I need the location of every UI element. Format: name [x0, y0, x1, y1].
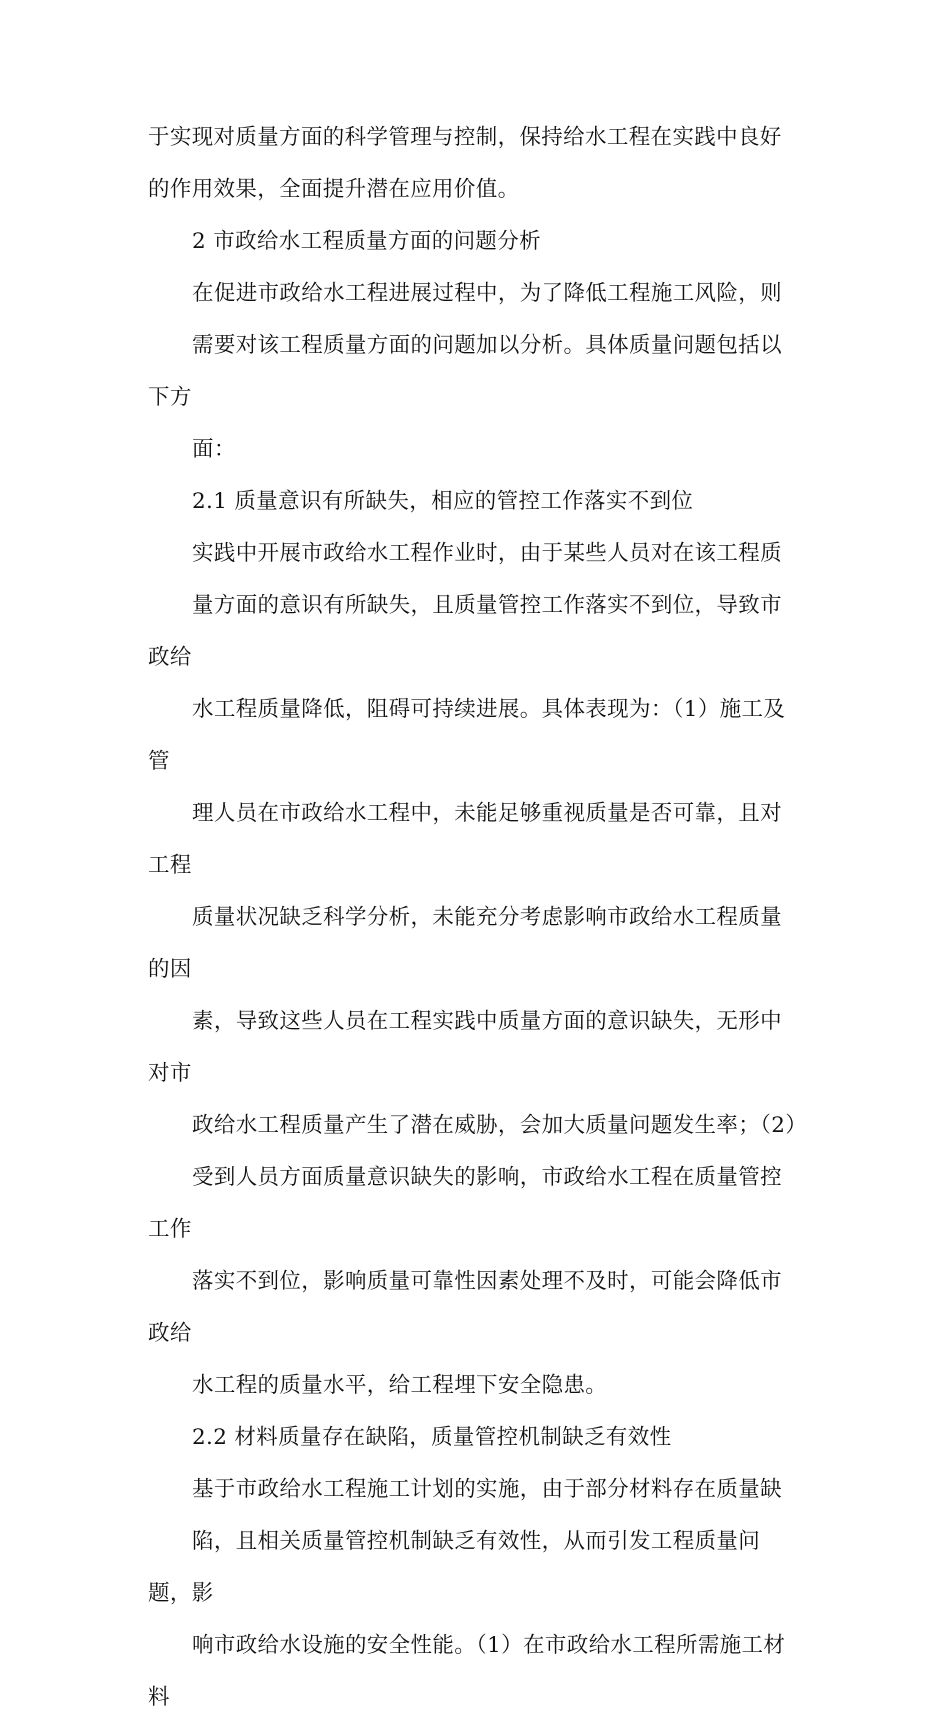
paragraph-continuation	[148, 112, 803, 216]
text-line: 的作用效果，全面提升潜在应用价值。	[148, 177, 520, 202]
text-line: 质量状况缺乏科学分析，未能充分考虑影响市政给水工程质量的因	[148, 905, 782, 982]
text-line: 2.2 材料质量存在缺陷，质量管控机制缺乏有效性	[192, 1425, 672, 1450]
text-line: 基于市政给水工程施工计划的实施，由于部分材料存在质量缺	[192, 1477, 782, 1502]
paragraph-intro	[148, 268, 803, 476]
text-line: 在促进市政给水工程进展过程中，为了降低工程施工风险，则	[192, 281, 782, 306]
paragraph-2-1-body	[148, 528, 808, 1412]
text-line: 2 市政给水工程质量方面的问题分析	[192, 229, 541, 254]
text-line: 素，导致这些人员在工程实践中质量方面的意识缺失，无形中对市	[148, 1009, 782, 1086]
text-line: 落实不到位，影响质量可靠性因素处理不及时，可能会降低市政给	[148, 1269, 782, 1346]
text-line: 实践中开展市政给水工程作业时，由于某些人员对在该工程质	[192, 541, 782, 566]
section-heading-2	[148, 216, 803, 268]
text-line: 陷，且相关质量管控机制缺乏有效性，从而引发工程质量问题，影	[148, 1529, 761, 1606]
text-line: 理人员在市政给水工程中，未能足够重视质量是否可靠，且对工程	[148, 801, 782, 878]
text-line: 水工程质量降低，阻碍可持续进展。具体表现为：（1）施工及管	[148, 697, 786, 774]
text-line: 水工程的质量水平，给工程埋下安全隐患。	[192, 1373, 608, 1398]
text-line: 受到人员方面质量意识缺失的影响，市政给水工程在质量管控工作	[148, 1165, 782, 1242]
text-line: 需要对该工程质量方面的问题加以分析。具体质量问题包括以下方	[148, 333, 782, 410]
text-line: 政给水工程质量产生了潜在威胁，会加大质量问题发生率；（2）	[192, 1113, 808, 1138]
section-heading-2-2	[148, 1412, 803, 1464]
text-line: 2.1 质量意识有所缺失，相应的管控工作落实不到位	[192, 489, 694, 514]
paragraph-2-2-body	[148, 1464, 803, 1724]
text-line: 面：	[192, 437, 236, 462]
text-line: 量方面的意识有所缺失，且质量管控工作落实不到位，导致市政给	[148, 593, 782, 670]
document-page	[148, 112, 808, 1724]
text-line: 于实现对质量方面的科学管理与控制，保持给水工程在实践中良好	[148, 125, 782, 150]
section-heading-2-1	[148, 476, 803, 528]
text-line: 响市政给水设施的安全性能。（1）在市政给水工程所需施工材料	[148, 1633, 786, 1710]
